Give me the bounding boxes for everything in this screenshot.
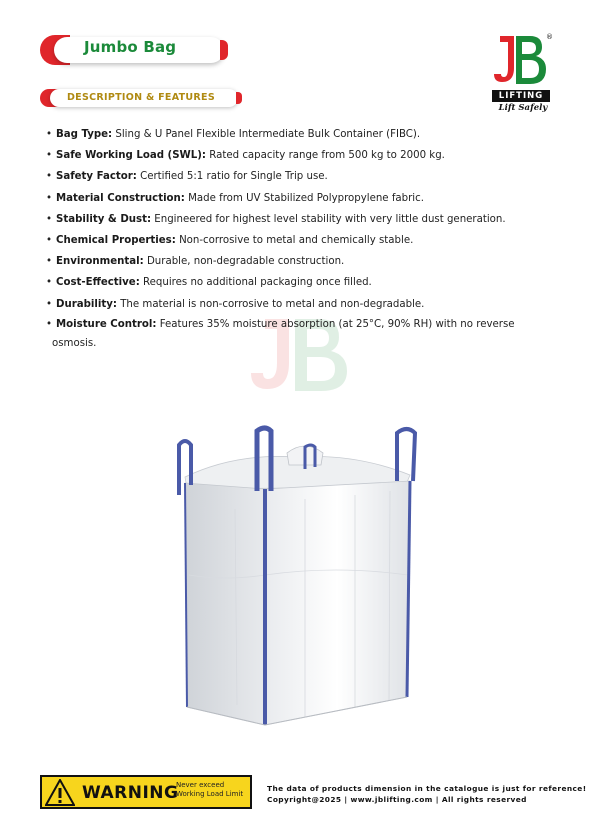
feature-label: Bag Type:	[56, 129, 113, 140]
warning-label: WARNING	[82, 783, 179, 803]
feature-label: Safe Working Load (SWL):	[56, 150, 207, 162]
feature-item: • Chemical Properties: Non-corrosive to metal and chemically stable.	[46, 235, 414, 247]
footer-disclaimer: The data of products dimension in the catalogue is just for reference!	[267, 784, 587, 793]
feature-text-continued: osmosis.	[52, 337, 97, 349]
feature-text: Durable, non-degradable construction.	[143, 256, 345, 268]
feature-text: Certified 5:1 ratio for Single Trip use.	[136, 171, 328, 183]
feature-item: • Material Construction: Made from UV Stabilized Polypropylene fabric.	[46, 192, 424, 204]
warning-box	[40, 775, 252, 809]
feature-label: Cost-Effective:	[56, 277, 140, 289]
feature-label: Durability:	[56, 298, 117, 310]
logo-brand: LIFTING	[492, 90, 550, 102]
logo-tagline: Lift Safely	[498, 103, 548, 113]
feature-text: Requires no additional packaging once filled.	[139, 277, 372, 289]
feature-item: • Durability: The material is non-corrosive to metal and non-degradable.	[46, 298, 425, 310]
feature-label: Material Construction:	[56, 192, 185, 204]
feature-text: The material is non-corrosive to metal and non-degradable.	[116, 298, 425, 310]
section-heading-text: DESCRIPTION & FEATURES	[67, 92, 215, 103]
jb-logo-mark-icon	[492, 30, 554, 90]
feature-text: Sling & U Panel Flexible Intermediate Bulk Container (FIBC).	[112, 129, 421, 140]
title-banner	[40, 35, 228, 65]
feature-item: • Moisture Control: Features 35% moisture absorption (at 25°C, 90% RH) with no reverse osmosis.	[46, 315, 546, 353]
feature-text: Features 35% moisture absorption (at 25°C, 90% RH) with no reverse	[156, 318, 515, 330]
feature-item: • Bag Type: Sling & U Panel Flexible Intermediate Bulk Container (FIBC).	[46, 129, 421, 140]
features-list	[46, 124, 546, 353]
feature-item: • Safety Factor: Certified 5:1 ratio for Single Trip use.	[46, 171, 328, 183]
feature-label: Safety Factor:	[56, 171, 137, 183]
section-heading-red-end	[236, 92, 242, 104]
page-title: Jumbo Bag	[84, 38, 177, 56]
jumbo-bag-image	[165, 425, 425, 740]
feature-item: • Safe Working Load (SWL): Rated capacity range from 500 kg to 2000 kg.	[46, 150, 445, 162]
section-heading	[40, 89, 242, 107]
warning-triangle-icon	[45, 779, 75, 806]
feature-label: Moisture Control:	[56, 318, 157, 330]
title-banner-red-end	[220, 40, 228, 60]
jb-lifting-logo	[492, 30, 554, 113]
registered-mark: ®	[546, 33, 553, 41]
feature-label: Environmental:	[56, 256, 144, 268]
feature-text: Engineered for highest level stability with very little dust generation.	[151, 213, 506, 225]
feature-label: Chemical Properties:	[56, 235, 176, 247]
feature-item: • Stability & Dust: Engineered for highest level stability with very little dust generation.	[46, 213, 506, 225]
feature-label: Stability & Dust:	[56, 213, 152, 225]
footer-copyright: Copyright@2025 | www.jblifting.com | All rights reserved	[267, 795, 527, 804]
feature-item: • Environmental: Durable, non-degradable construction.	[46, 256, 345, 268]
feature-text: Rated capacity range from 500 kg to 2000 kg.	[206, 150, 445, 162]
warning-note: Never exceed Working Load Limit	[176, 781, 244, 798]
feature-item: • Cost-Effective: Requires no additional packaging once filled.	[46, 277, 372, 289]
feature-text: Made from UV Stabilized Polypropylene fabric.	[184, 192, 424, 204]
feature-text: Non-corrosive to metal and chemically stable.	[175, 235, 414, 247]
